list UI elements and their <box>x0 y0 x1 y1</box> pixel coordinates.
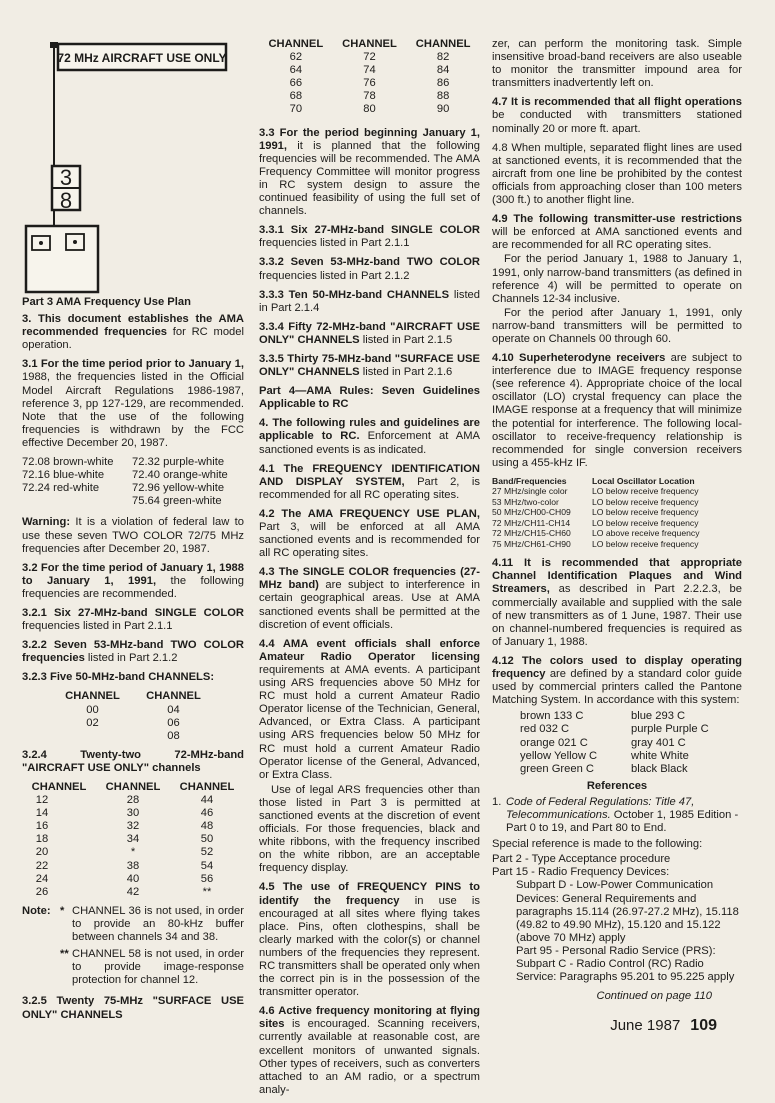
withdrawn-frequencies: 72.08 brown-white 72.32 purple-white 72.16 blue-white 72.40 orange-white 72.24 red-white 72.96 yellow-white 75.64 green-white <box>22 456 228 508</box>
plaque-digit-bottom: 8 <box>59 188 73 213</box>
page-footer <box>610 1017 717 1036</box>
channels-50mhz-table: CHANNEL CHANNEL 00 04 02 06 08 <box>65 690 201 742</box>
para-4-8: 4.8 When multiple, separated flight lines are used at sanctioned events, it is recommended that the aircraft from one line be prohibited by the contest officials from approaching closer than 100 meters (300 ft.) to another flight line. <box>492 141 742 207</box>
frequency-flag-illustration <box>22 40 244 300</box>
column-2 <box>259 0 481 1096</box>
para-3-3-5: 3.3.5 Thirty 75-MHz-band "SURFACE USE ONLY" CHANNELS listed in Part 2.1.6 <box>259 352 480 379</box>
issue-date: June 1987 <box>610 1017 681 1035</box>
note-channel-36: Note: * CHANNEL 36 is not used, in order to provide an 80-kHz buffer between channels 34 and 38. <box>22 904 244 944</box>
ref-part-95: Part 95 - Personal Radio Service (PRS): Subpart C - Radio Control (RC) Radio Service: Paragraphs 95.201 to 95.225 apply <box>516 944 735 984</box>
para-3-1: 3.1 For the time period prior to January 1, 1988, the frequencies listed in the Official Model Aircraft Regulations 1986-1987, reference 3, pp 127-129, are recommended. Note that the use of the following frequencies is withdrawn by the FCC effective December 20, 1987. <box>22 358 244 449</box>
references-heading: References <box>586 779 648 792</box>
para-4-4: 4.4 AMA event officials shall enforce Amateur Radio Operator licensing requirements at AMA events. A participant using ARS frequencies above 50 MHz for RC must hold a current Amateur Radio Operator license of the Technician, General, Advanced, or Extra Class. A participant using ARS frequencies below 50 MHz for RC must hold a current Amateur Radio Operator license of the General, Advanced, or Extra Class. <box>259 637 480 781</box>
ref-subpart-d: Subpart D - Low-Power Communication Devices: General Requirements and paragraphs 15.114 (26.97-27.2 MHz), 15.118 (49.82 to 49.90 MHz), 15.120 and 15.122 (above 70 MHz) apply <box>516 879 739 944</box>
para-4-12: 4.12 The colors used to display operating frequency are defined by a standard color guide used by commercial printers called the Pantone Matching System. In accordance with this system: <box>492 654 742 707</box>
ref-part-2: Part 2 - Type Acceptance procedure <box>492 853 671 866</box>
para-3-3-3: 3.3.3 Ten 50-MHz-band CHANNELS listed in Part 2.1.4 <box>259 288 481 314</box>
para-4-6: 4.6 Active frequency monitoring at flying sites is encouraged. Scanning receivers, currently available at reasonable cost, are excellent monitors of unwanted signals. Other types of receivers, such as converters attached to an AM radio, or a spectrum analy- <box>259 1005 480 1096</box>
part-4-heading: Part 4—AMA Rules: Seven Guidelines Applicable to RC <box>259 385 480 411</box>
para-4-9-c: For the period after January 1, 1991, only narrow-band transmitters will be permitted to operate on Channels 00 through 60. <box>492 306 742 345</box>
para-3-2-2: 3.2.2 Seven 53-MHz-band TWO COLOR frequencies listed in Part 2.1.2 <box>22 639 244 665</box>
para-4-9-b: For the period January 1, 1988 to January 1, 1991, only narrow-band transmitters (as defined in reference 4) will be permitted to operate on Channels 12-34 inclusive. <box>492 253 742 305</box>
para-3-2-4: 3.2.4 Twenty-two 72-MHz-band "AIRCRAFT USE ONLY" channels <box>22 748 244 774</box>
lo-table: Band/Frequencies Local Oscillator Location 27 MHz/single color LO below receive frequency 53 MHz/two-color LO below receive frequency 50 MHz/CH00-CH09 LO below receive frequency 72 MHz/CH11-CH14 LO below receive frequency 72 MHz/CH15-CH60 LO above receive frequency 75 MHz/CH61-CH90 LO below receive frequency <box>492 475 700 549</box>
para-4: 4. The following rules and guidelines are applicable to RC. Enforcement at AMA sanctioned events is as indicated. <box>259 417 480 456</box>
figure-caption: Part 3 AMA Frequency Use Plan <box>22 296 191 308</box>
flag-banner-text: 72 MHz AIRCRAFT USE ONLY <box>57 51 227 65</box>
para-4-3: 4.3 The SINGLE COLOR frequencies (27-MHz band) are subject to interference in certain geographical areas. Use at AMA sanctioned events shall be permitted at the discretion of event officials. <box>259 566 480 631</box>
continued-note: Continued on page 110 <box>596 990 712 1003</box>
para-4-11: 4.11 It is recommended that appropriate Channel Identification Plaques and Wind Streamers, as described in Part 2.2.2.3, be commercially available and supplied with the sale of new transmitters as of 1 June, 1987. Their use on channel-numbered frequencies is required as of January 1, 1988. <box>492 557 742 648</box>
para-3-2-5: 3.2.5 Twenty 75-MHz "SURFACE USE ONLY" CHANNELS <box>22 995 244 1021</box>
para-3-2-1: 3.2.1 Six 27-MHz-band SINGLE COLOR frequencies listed in Part 2.1.1 <box>22 606 244 633</box>
para-3-3-1: 3.3.1 Six 27-MHz-band SINGLE COLOR frequencies listed in Part 2.1.1 <box>259 224 480 250</box>
para-4-5: 4.5 The use of FREQUENCY PINS to identify the frequency in use is encouraged at all sites where flying takes place. Pins, often clothespins, shall be clearly marked with the color(s) or channel numbers of the frequencies they represent. RC transmitters shall be operated only when the correct pin is in the possession of the transmitter operator. <box>259 881 480 999</box>
pantone-colors: brown 133 C blue 293 C red 032 C purple Purple C orange 021 C gray 401 C yellow Yellow C white White green Green C black Black <box>520 710 709 775</box>
column-3 <box>492 0 742 1054</box>
para-4-4-b: Use of legal ARS frequencies other than those listed in Part 3 is permitted at sanctioned events at the discretion of event officials. For those frequencies, black and white ribbons, with the frequency inscribed on the white ribbon, are an acceptable frequency display. <box>259 783 480 875</box>
para-4-2: 4.2 The AMA FREQUENCY USE PLAN, Part 3, will be enforced at all AMA sanctioned events and is recommended for all RC operating sites. <box>259 507 480 560</box>
para-3-3-2: 3.3.2 Seven 53-MHz-band TWO COLOR frequencies listed in Part 2.1.2 <box>259 256 480 282</box>
special-reference: Special reference is made to the following: <box>492 838 703 851</box>
para-3-2-3: 3.2.3 Five 50-MHz-band CHANNELS: <box>22 671 215 684</box>
para-3-3: 3.3 For the period beginning January 1, 1991, it is planned that the following frequencies will be recommended. The AMA Frequency Committee will monitor progress in RC system design to assure the continued feasibility of using the full set of channels. <box>259 126 480 218</box>
para-3-3-4: 3.3.4 Fifty 72-MHz-band "AIRCRAFT USE ONLY" CHANNELS listed in Part 2.1.5 <box>259 320 480 346</box>
para-4-1: 4.1 The FREQUENCY IDENTIFICATION AND DISPLAY SYSTEM, Part 2, is recommended for all RC operating sites. <box>259 462 480 501</box>
plaque-digit-top: 3 <box>59 165 73 190</box>
column-1-text <box>22 296 244 1028</box>
para-4-10: 4.10 Superheterodyne receivers are subject to interference due to IMAGE frequency response (see reference 4). Appropriate choice of the local oscillator (LO) crystal frequency can place the IMAGE response at a frequency that will minimize the potential for interference. The following local-oscillator to receive-frequency relationship is recommended for single conversion receivers using a 455-kHz IF. <box>492 352 742 469</box>
note-channel-58: ** CHANNEL 58 is not used, in order to provide image-response protection for channel 12. <box>60 948 244 987</box>
para-3-2: 3.2 For the time period of January 1, 1988 to January 1, 1991, the following frequencies are recommended. <box>22 561 244 600</box>
para-4-7: 4.7 It is recommended that all flight operations be conducted with transmitters stationed nominally 20 or more ft. apart. <box>492 96 742 135</box>
page-number: 109 <box>690 1017 717 1035</box>
reference-1: 1. Code of Federal Regulations: Title 47, Telecommunications. October 1, 1985 Edition - Part 0 to 19, and Part 80 to End. <box>492 795 739 835</box>
para-4-9: 4.9 The following transmitter-use restrictions will be enforced at AMA sanctioned events and are recommended for all RC operating sites. <box>492 213 742 252</box>
column-2-text <box>259 38 480 1103</box>
para-3: 3. This document establishes the AMA recommended frequencies for RC model operation. <box>22 313 244 352</box>
channels-75mhz-table: CHANNEL CHANNEL CHANNEL 62 72 82 64 74 84 66 76 86 68 78 88 70 80 90 <box>268 38 471 116</box>
ref-part-15: Part 15 - Radio Frequency Devices: <box>492 866 670 879</box>
column-1 <box>22 0 244 1054</box>
channels-72mhz-table: CHANNEL CHANNEL CHANNEL 12 28 44 14 30 46 16 32 48 18 34 50 20 * 52 22 38 54 24 40 56 26 42 ** <box>31 781 235 898</box>
para-4-6-cont: zer, can perform the monitoring task. Simple insensitive broad-band receivers are also useable to monitor the transmitter impound area for transmitters inadvertently left on. <box>492 38 742 90</box>
column-3-text <box>492 38 742 1003</box>
warning: Warning: It is a violation of federal law to use these seven TWO COLOR 72/75 MHz frequencies after December 20, 1987. <box>22 516 244 555</box>
